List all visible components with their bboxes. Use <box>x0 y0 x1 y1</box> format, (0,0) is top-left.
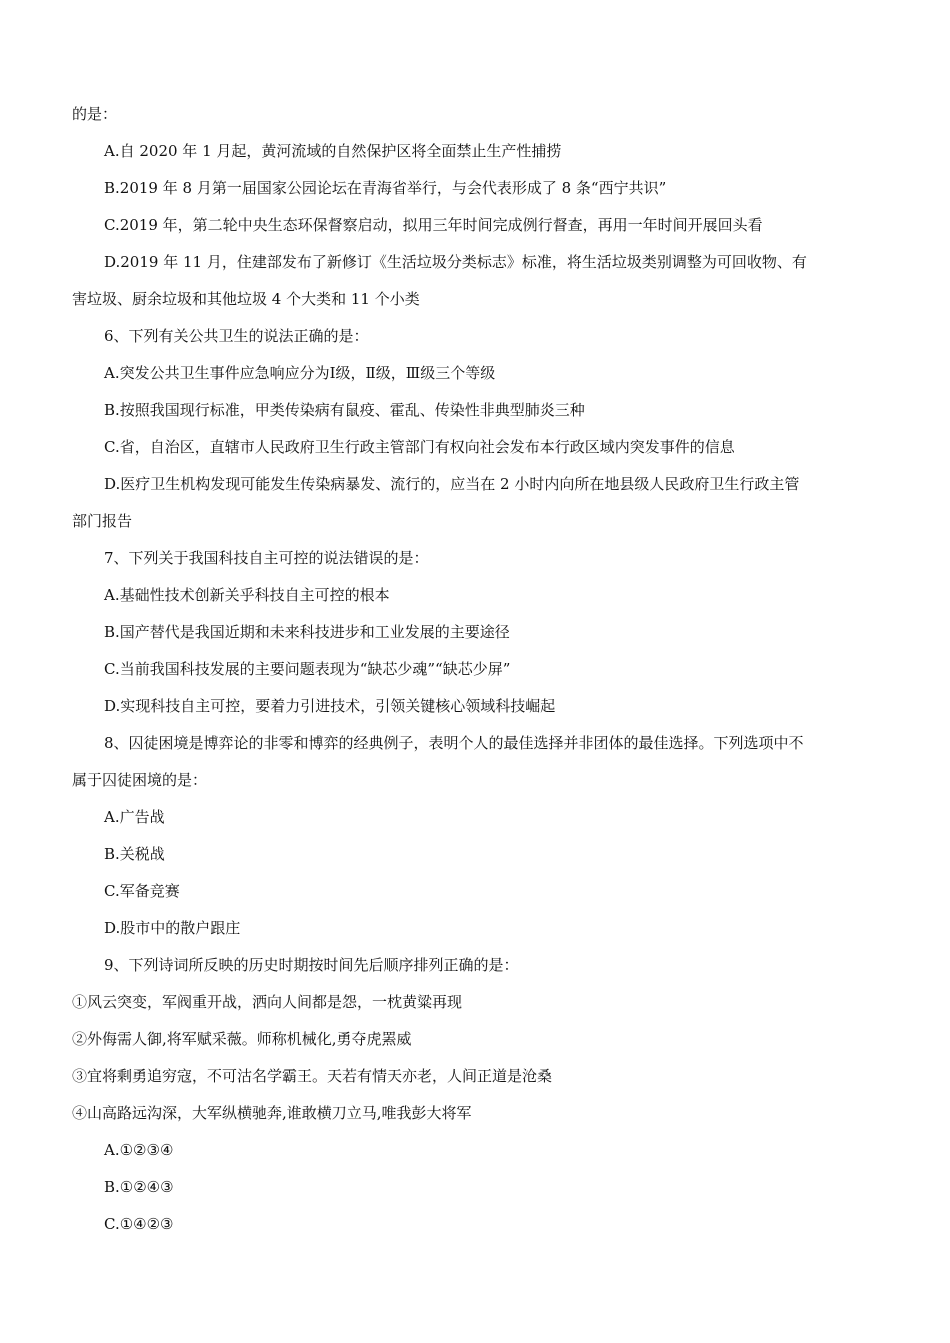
question-8-option-b: B.关税战 <box>104 845 165 863</box>
question-9-poem-2: ②外侮需人御,将军赋采薇。师称机械化,勇夺虎罴威 <box>72 1030 412 1048</box>
question-8-option-c: C.军备竞赛 <box>104 882 180 900</box>
question-6-option-a: A.突发公共卫生事件应急响应分为Ⅰ级，Ⅱ级，Ⅲ级三个等级 <box>104 364 496 382</box>
question-7-option-d: D.实现科技自主可控，要着力引进技术，引领关键核心领域科技崛起 <box>104 697 556 715</box>
question-9-option-a: A.①②③④ <box>104 1141 174 1159</box>
question-8-option-d: D.股市中的散户跟庄 <box>104 919 241 937</box>
question-7-option-b: B.国产替代是我国近期和未来科技进步和工业发展的主要途径 <box>104 623 510 641</box>
question-5-option-d-wrap: 害垃圾、厨余垃圾和其他垃圾 4 个大类和 11 个小类 <box>72 290 420 308</box>
question-6-stem: 6、下列有关公共卫生的说法正确的是： <box>104 327 369 345</box>
question-7-stem: 7、下列关于我国科技自主可控的说法错误的是： <box>104 549 429 567</box>
question-5-stem-continuation: 的是： <box>72 105 118 123</box>
question-5-option-c: C.2019 年，第二轮中央生态环保督察启动，拟用三年时间完成例行督查，再用一年时间开展回头看 <box>104 216 763 234</box>
question-9-poem-4: ④山高路远沟深，大军纵横驰奔,谁敢横刀立马,唯我彭大将军 <box>72 1104 472 1122</box>
question-9-poem-3: ③宜将剩勇追穷寇，不可沽名学霸王。天若有情天亦老，人间正道是沧桑 <box>72 1067 553 1085</box>
question-6-option-d: D.医疗卫生机构发现可能发生传染病暴发、流行的，应当在 2 小时内向所在地县级人民政府卫生行政主管 <box>104 475 800 493</box>
question-5-option-b: B.2019 年 8 月第一届国家公园论坛在青海省举行，与会代表形成了 8 条“西宁共识” <box>104 179 667 197</box>
question-6-option-b: B.按照我国现行标准，甲类传染病有鼠疫、霍乱、传染性非典型肺炎三种 <box>104 401 585 419</box>
question-9-stem: 9、下列诗词所反映的历史时期按时间先后顺序排列正确的是： <box>104 956 519 974</box>
question-7-option-c: C.当前我国科技发展的主要问题表现为“缺芯少魂”“缺芯少屏” <box>104 660 511 678</box>
question-9-poem-1: ①风云突变，军阀重开战，洒向人间都是怨，一枕黄粱再现 <box>72 993 463 1011</box>
question-7-option-a: A.基础性技术创新关乎科技自主可控的根本 <box>104 586 390 604</box>
question-9-option-b: B.①②④③ <box>104 1178 174 1196</box>
question-9-option-c: C.①④②③ <box>104 1215 174 1233</box>
question-5-option-d: D.2019 年 11 月，住建部发布了新修订《生活垃圾分类标志》标准，将生活垃圾类别调整为可回收物、有 <box>104 253 807 271</box>
question-8-stem: 8、囚徒困境是博弈论的非零和博弈的经典例子，表明个人的最佳选择并非团体的最佳选择。下列选项中不 <box>104 734 804 752</box>
question-5-option-a: A.自 2020 年 1 月起，黄河流域的自然保护区将全面禁止生产性捕捞 <box>104 142 562 160</box>
question-8-stem-wrap: 属于囚徒困境的是： <box>72 771 208 789</box>
question-8-option-a: A.广告战 <box>104 808 165 826</box>
question-6-option-d-wrap: 部门报告 <box>72 512 133 530</box>
question-6-option-c: C.省，自治区，直辖市人民政府卫生行政主管部门有权向社会发布本行政区域内突发事件的信息 <box>104 438 735 456</box>
